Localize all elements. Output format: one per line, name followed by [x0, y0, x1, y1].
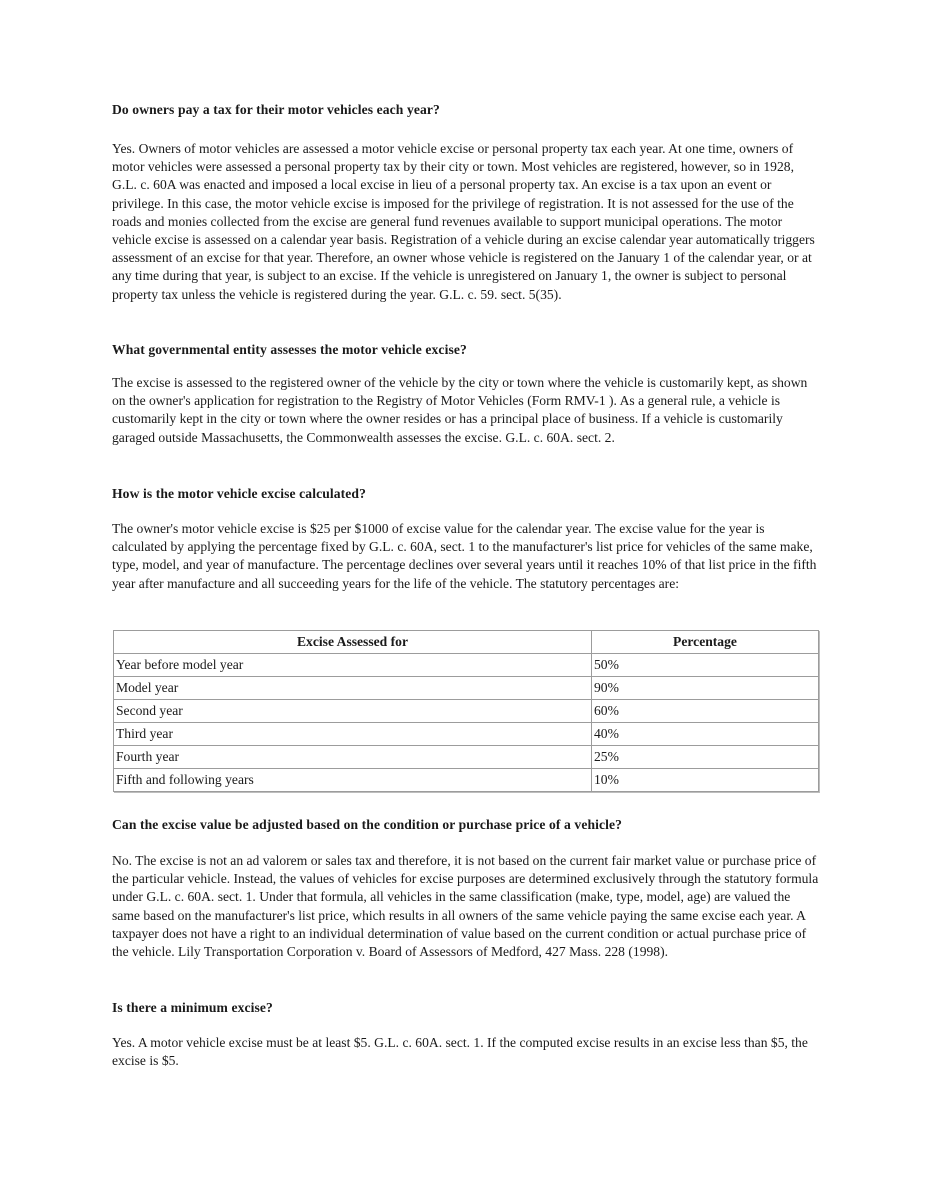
answer-paragraph: The excise is assessed to the registered owner of the vehicle by the city or town where the vehicle is customarily kept, as shown on the owner's application for registration to the Registry of Motor Vehicles (Form RMV-1 ). As a general rule, a vehicle is customarily kept in the city or town where the owner resides or has a principal place of business. If a vehicle is customarily garaged outside Massachusetts, the Commonwealth assesses the excise. G.L. c. 60A. sect. 2.	[112, 375, 808, 445]
table-cell: Model year	[114, 677, 592, 700]
table-cell: 10%	[592, 769, 819, 792]
table-cell: 40%	[592, 723, 819, 746]
table-row	[114, 700, 819, 723]
table-row	[114, 723, 819, 746]
table-row	[114, 746, 819, 769]
table-cell: Third year	[114, 723, 592, 746]
table-row	[114, 654, 819, 677]
table-cell: Fifth and following years	[114, 769, 592, 792]
table-cell: Fourth year	[114, 746, 592, 769]
question-heading: Is there a minimum excise?	[112, 1000, 273, 1015]
table-cell: 60%	[592, 700, 819, 723]
excise-percentage-table	[113, 630, 819, 792]
question-heading: Do owners pay a tax for their motor vehicles each year?	[112, 102, 440, 117]
table-cell: Year before model year	[114, 654, 592, 677]
table-header-row	[114, 631, 819, 654]
column-header: Percentage	[592, 631, 819, 654]
column-header: Excise Assessed for	[114, 631, 592, 654]
table-cell: 25%	[592, 746, 819, 769]
question-heading: How is the motor vehicle excise calculated?	[112, 486, 366, 501]
answer-paragraph: Yes. A motor vehicle excise must be at least $5. G.L. c. 60A. sect. 1. If the computed excise results in an excise less than $5, the excise is $5.	[112, 1035, 808, 1069]
answer-paragraph: Yes. Owners of motor vehicles are assessed a motor vehicle excise or personal property tax each year. At one time, owners of motor vehicles were assessed a personal property tax by their city or town. Most vehicles are registered, however, so in 1928, G.L. c. 60A was enacted and imposed a local excise in lieu of a personal property tax. An excise is a tax upon an event or privilege. In this case, the motor vehicle excise is imposed for the privilege of registration. It is not assessed for the use of the roads and monies collected from the excise are general fund revenues available to support municipal operations. The motor vehicle excise is assessed on a calendar year basis. Registration of a vehicle during an excise calendar year automatically triggers assessment of an excise for that year. Therefore, an owner whose vehicle is registered on the January 1 of the calendar year, or at any time during that year, is subject to an excise. If the vehicle is unregistered on January 1, the owner is subject to personal property tax unless the vehicle is registered during the year. G.L. c. 59. sect. 5(35).	[112, 141, 815, 302]
question-heading: What governmental entity assesses the motor vehicle excise?	[112, 342, 467, 357]
table-cell: Second year	[114, 700, 592, 723]
table-cell: 90%	[592, 677, 819, 700]
answer-paragraph: No. The excise is not an ad valorem or sales tax and therefore, it is not based on the current fair market value or purchase price of the particular vehicle. Instead, the values of vehicles for excise purposes are determined exclusively through the statutory formula under G.L. c. 60A. sect. 1. Under that formula, all vehicles in the same classification (make, type, model, age) are valued the same based on the manufacturer's list price, which results in all owners of the same vehicle paying the same excise each year. A taxpayer does not have a right to an individual determination of value based on the current condition or actual purchase price of the vehicle. Lily Transportation Corporation v. Board of Assessors of Medford, 427 Mass. 228 (1998).	[112, 853, 819, 960]
table-row	[114, 677, 819, 700]
table-cell: 50%	[592, 654, 819, 677]
answer-paragraph: The owner's motor vehicle excise is $25 per $1000 of excise value for the calendar year. The excise value for the year is calculated by applying the percentage fixed by G.L. c. 60A, sect. 1 to the manufacturer's list price for vehicles of the same make, type, model, and year of manufacture. The percentage declines over several years until it reaches 10% of that list price in the fifth year after manufacture and all succeeding years for the life of the vehicle. The statutory percentages are:	[112, 521, 817, 591]
table-row	[114, 769, 819, 792]
question-heading: Can the excise value be adjusted based on the condition or purchase price of a vehicle?	[112, 817, 623, 832]
